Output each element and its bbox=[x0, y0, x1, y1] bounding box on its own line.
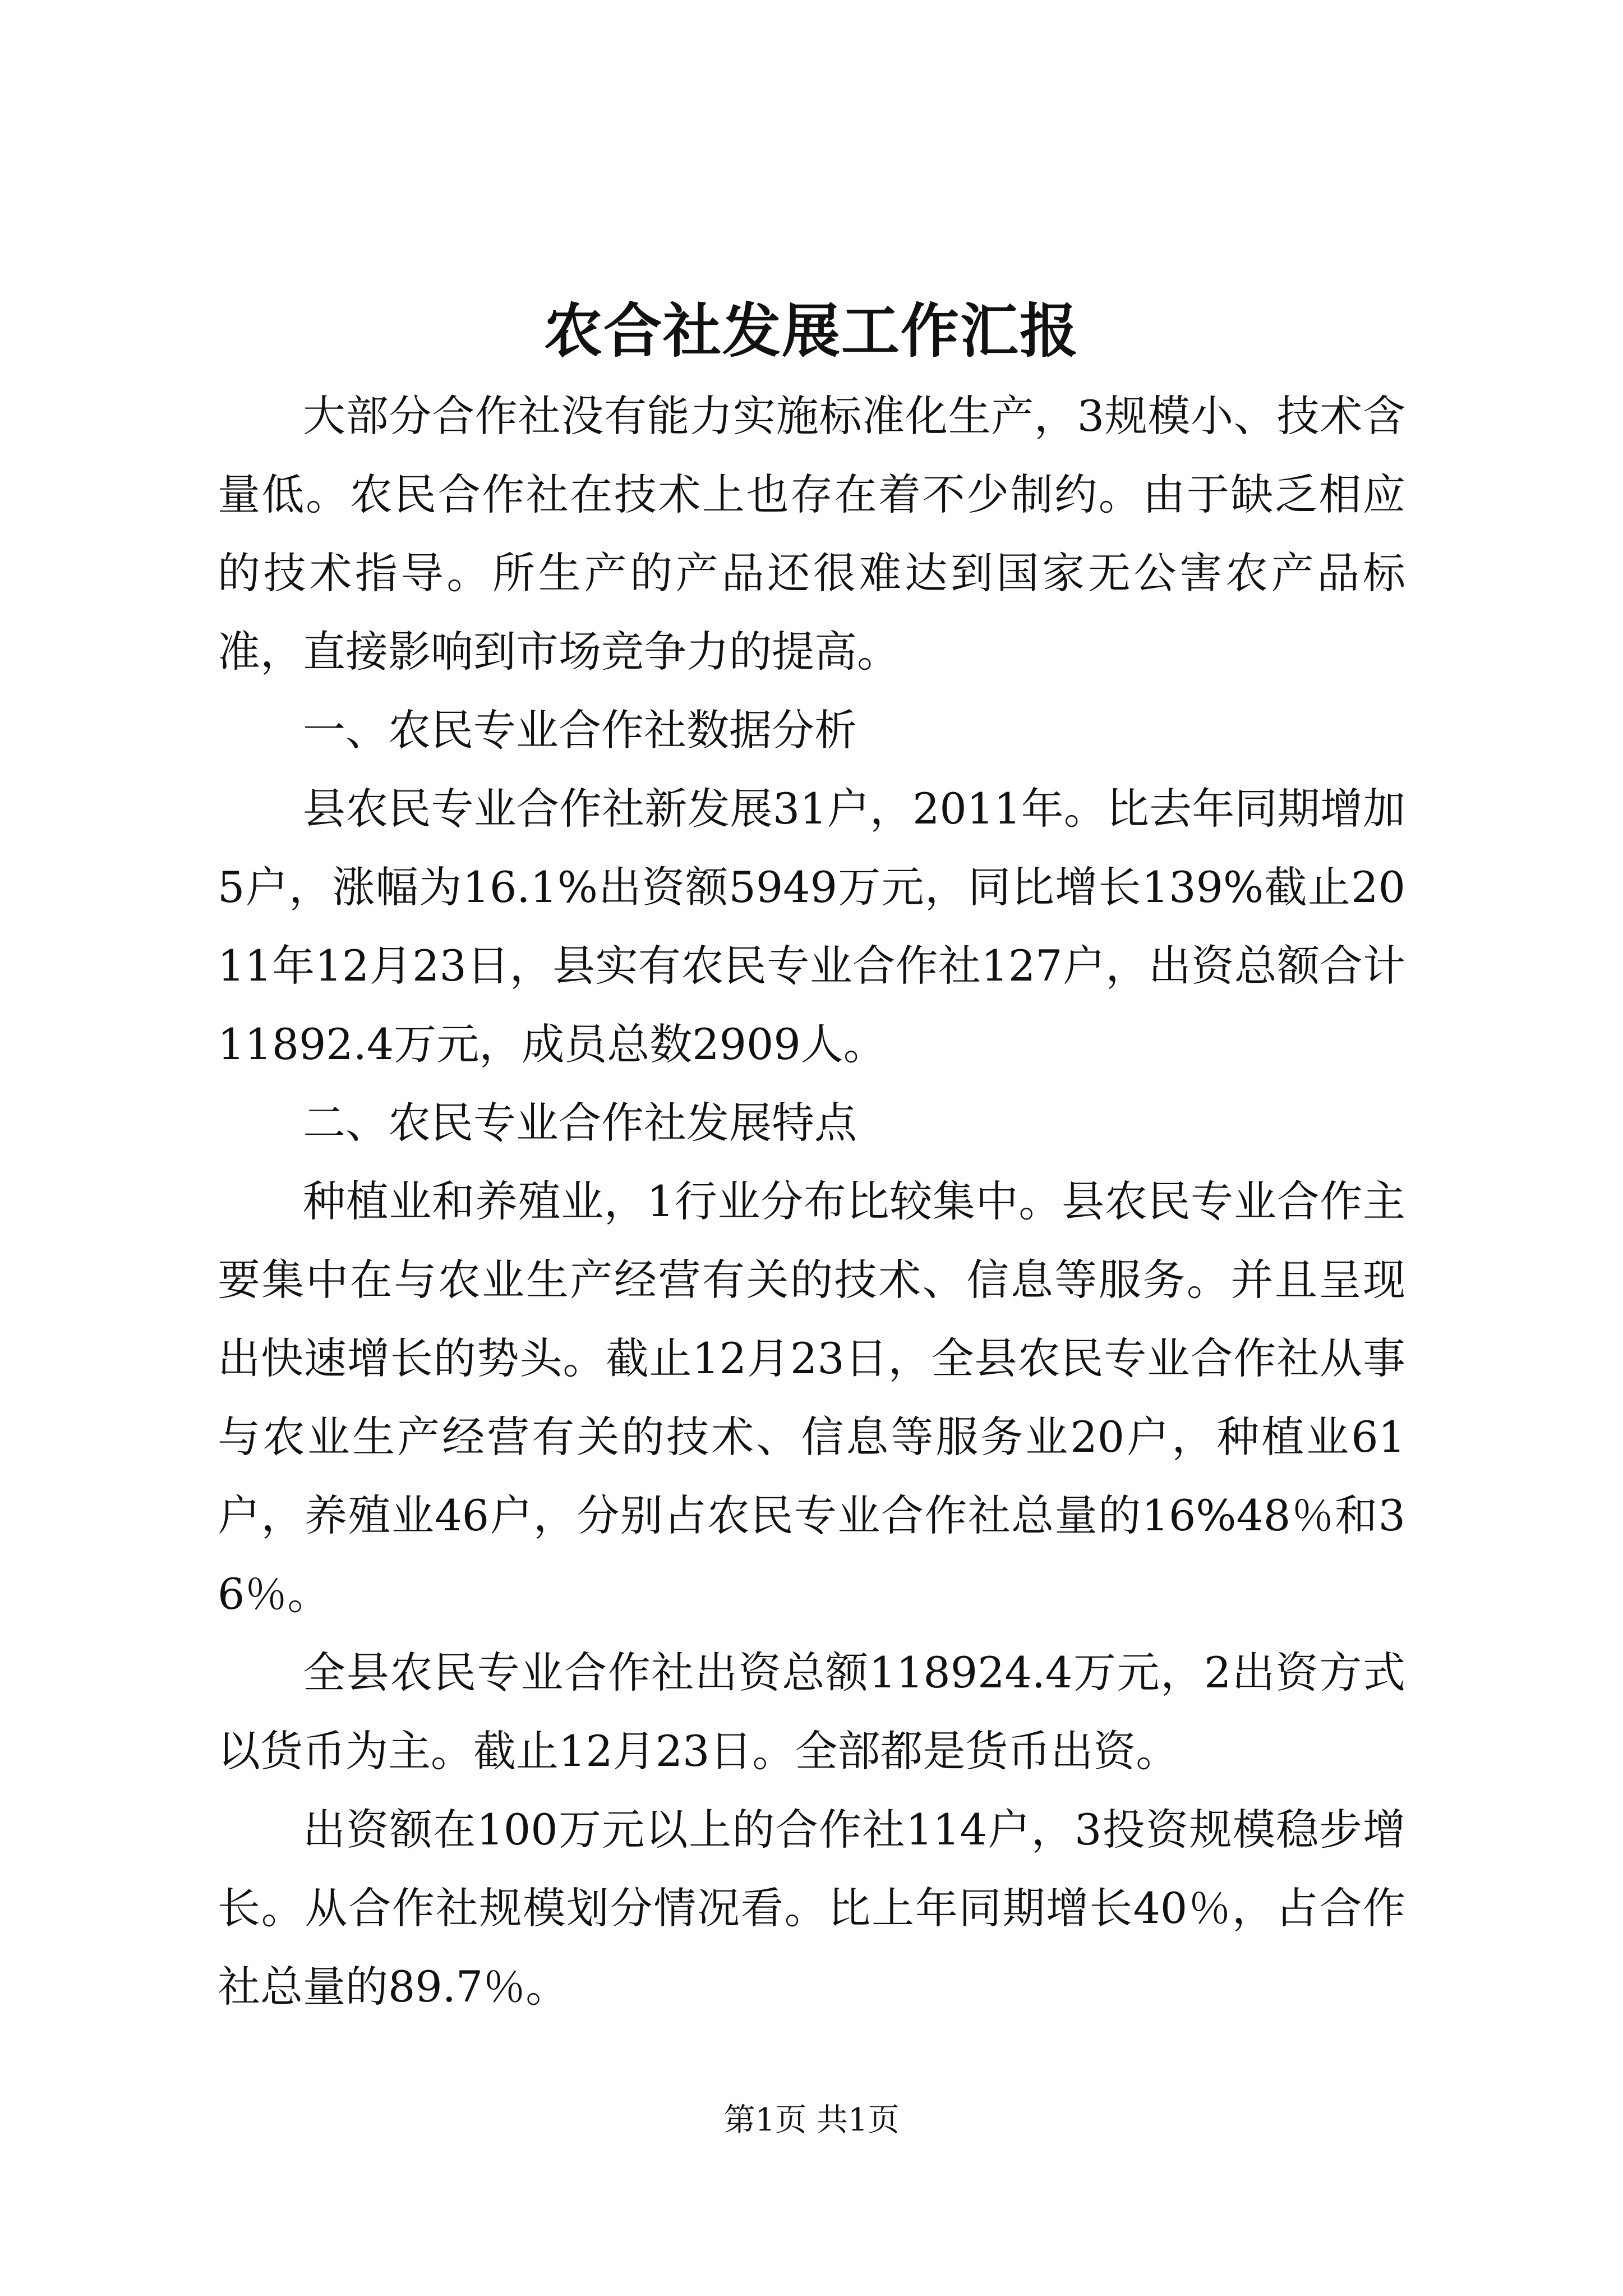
section-heading-features: 二、农民专业合作社发展特点 bbox=[303, 1098, 857, 1148]
paragraph-data-analysis: 县农民专业合作社新发展31户，2011年。比去年同期增加5户，涨幅为16.1%出资额5949万元，同比增长139%截止2011年12月23日，县实有农民专业合作社127户，出资总额合计11892.4万元，成员总数2909人。 bbox=[218, 784, 1405, 1069]
section-heading-data-analysis: 一、农民专业合作社数据分析 bbox=[303, 705, 857, 755]
page-footer: 第1页 共1页 bbox=[723, 2102, 900, 2138]
paragraph-investment-method: 全县农民专业合作社出资总额118924.4万元，2出资方式以货币为主。截止12月23日。全部都是货币出资。 bbox=[218, 1648, 1405, 1776]
paragraph-industry-distribution: 种植业和养殖业，1行业分布比较集中。县农民专业合作主要集中在与农业生产经营有关的技术、信息等服务。并且呈现出快速增长的势头。截止12月23日，全县农民专业合作社从事与农业生产经营有关的技术、信息等服务业20户，种植业61户，养殖业46户，分别占农民专业合作社总量的16%48％和36％。 bbox=[218, 1176, 1405, 1619]
paragraph-intro: 大部分合作社没有能力实施标准化生产，3规模小、技术含量低。农民合作社在技术上也存在着不少制约。由于缺乏相应的技术指导。所生产的产品还很难达到国家无公害农产品标准，直接影响到市场竞争力的提高。 bbox=[218, 391, 1405, 677]
document-body bbox=[218, 377, 1405, 2026]
document-title: 农合社发展工作汇报 bbox=[543, 296, 1079, 365]
paragraph-investment-scale: 出资额在100万元以上的合作社114户，3投资规模稳步增长。从合作社规模划分情况看。比上年同期增长40％，占合作社总量的89.7％。 bbox=[218, 1805, 1405, 2012]
